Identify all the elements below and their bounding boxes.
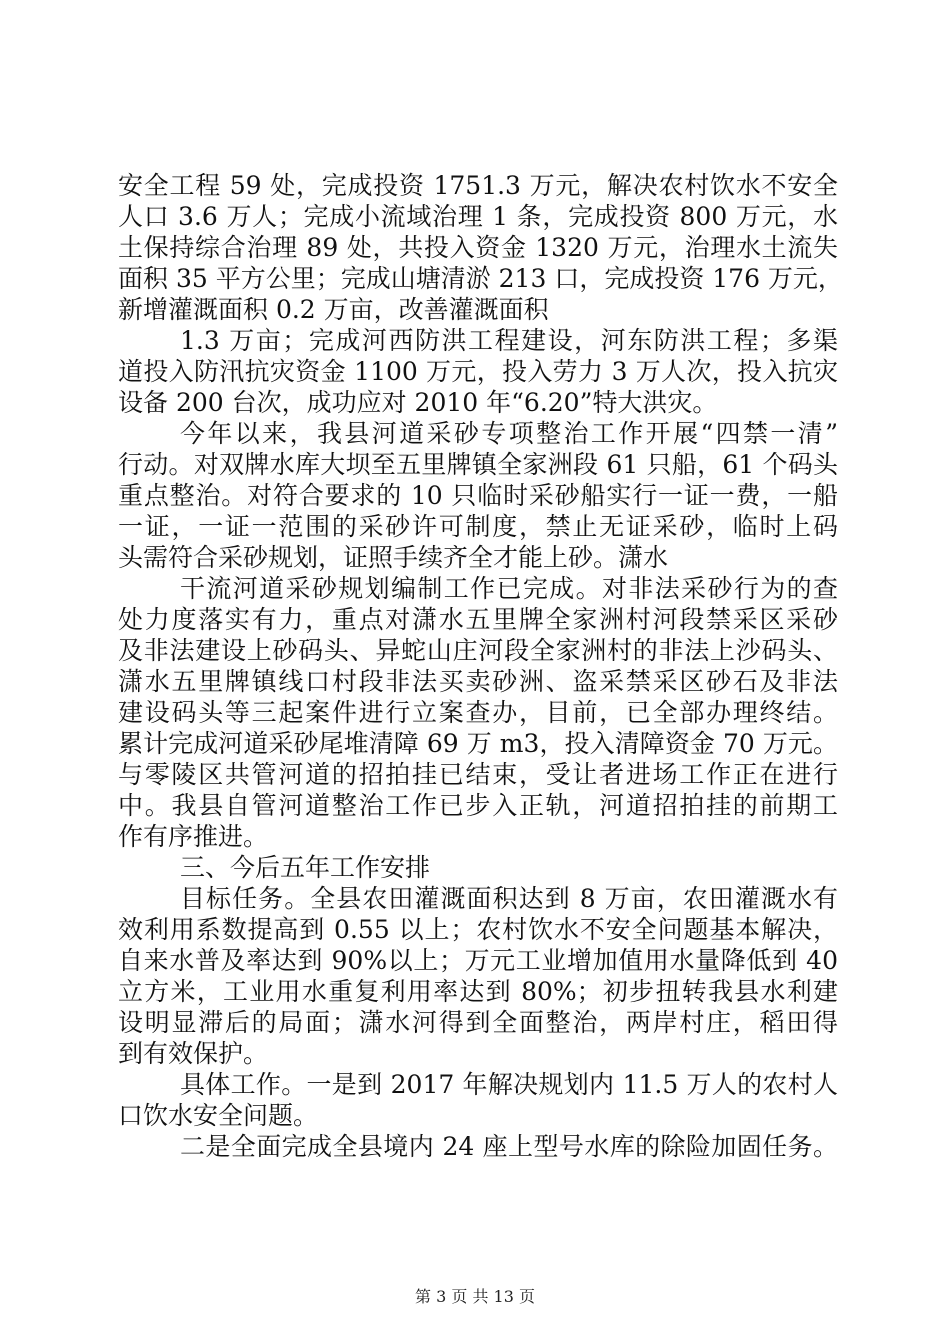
text-line: 作有序推进。 <box>118 822 269 851</box>
text-line: 面积 35 平方公里；完成山塘清淤 213 口，完成投资 176 万元， <box>118 264 843 293</box>
text-line: 目标任务。全县农田灌溉面积达到 8 万亩，农田灌溉水有 <box>180 884 838 913</box>
text-line: 及非法建设上砂码头、异蛇山庄河段全家洲村的非法上沙码头、 <box>118 636 838 665</box>
text-line: 新增灌溉面积 0.2 万亩，改善灌溉面积 <box>118 295 549 324</box>
text-line: 立方米，工业用水重复利用率达到 80%；初步扭转我县水利建 <box>118 977 838 1006</box>
text-line: 设备 200 台次，成功应对 2010 年“6.20”特大洪灾。 <box>118 388 718 417</box>
text-line: 干流河道采砂规划编制工作已完成。对非法采砂行为的查 <box>180 574 838 603</box>
page-footer: 第 3 页 共 13 页 <box>415 1287 535 1306</box>
text-line: 头需符合采砂规划，证照手续齐全才能上砂。潇水 <box>118 543 669 572</box>
text-line: 重点整治。对符合要求的 10 只临时采砂船实行一证一费，一船 <box>118 481 838 510</box>
text-line: 建设码头等三起案件进行立案查办，目前，已全部办理终结。 <box>118 698 838 727</box>
body-text <box>118 170 843 1162</box>
text-line: 二是全面完成全县境内 24 座上型号水库的除险加固任务。 <box>180 1132 838 1161</box>
text-line: 具体工作。一是到 2017 年解决规划内 11.5 万人的农村人 <box>180 1070 838 1099</box>
text-line: 效利用系数提高到 0.55 以上；农村饮水不安全问题基本解决， <box>118 915 838 944</box>
text-line: 累计完成河道采砂尾堆清障 69 万 m3，投入清障资金 70 万元。 <box>118 729 838 758</box>
text-line: 中。我县自管河道整治工作已步入正轨，河道招拍挂的前期工 <box>118 791 838 820</box>
text-line: 口饮水安全问题。 <box>118 1101 319 1130</box>
text-line: 到有效保护。 <box>118 1039 269 1068</box>
text-line: 安全工程 59 处，完成投资 1751.3 万元，解决农村饮水不安全 <box>118 171 838 200</box>
text-line: 处力度落实有力，重点对潇水五里牌全家洲村河段禁采区采砂 <box>118 605 838 634</box>
text-line: 道投入防汛抗灾资金 1100 万元，投入劳力 3 万人次，投入抗灾 <box>118 357 838 386</box>
text-line: 设明显滞后的局面；潇水河得到全面整治，两岸村庄，稻田得 <box>118 1008 838 1037</box>
text-line: 行动。对双牌水库大坝至五里牌镇全家洲段 61 只船，61 个码头 <box>118 450 838 479</box>
text-line: 与零陵区共管河道的招拍挂已结束，受让者进场工作正在进行 <box>118 760 838 789</box>
text-line: 三、今后五年工作安排 <box>180 853 431 882</box>
text-line: 潇水五里牌镇线口村段非法买卖砂洲、盗采禁采区砂石及非法 <box>118 667 838 696</box>
text-line: 人口 3.6 万人；完成小流域治理 1 条，完成投资 800 万元，水 <box>118 202 838 231</box>
text-line: 1.3 万亩；完成河西防洪工程建设，河东防洪工程；多渠 <box>180 326 838 355</box>
text-line: 自来水普及率达到 90%以上；万元工业增加值用水量降低到 40 <box>118 946 838 975</box>
text-line: 今年以来，我县河道采砂专项整治工作开展“四禁一清” <box>180 419 838 448</box>
text-line: 土保持综合治理 89 处，共投入资金 1320 万元，治理水土流失 <box>118 233 838 262</box>
text-line: 一证，一证一范围的采砂许可制度，禁止无证采砂，临时上码 <box>118 512 838 541</box>
